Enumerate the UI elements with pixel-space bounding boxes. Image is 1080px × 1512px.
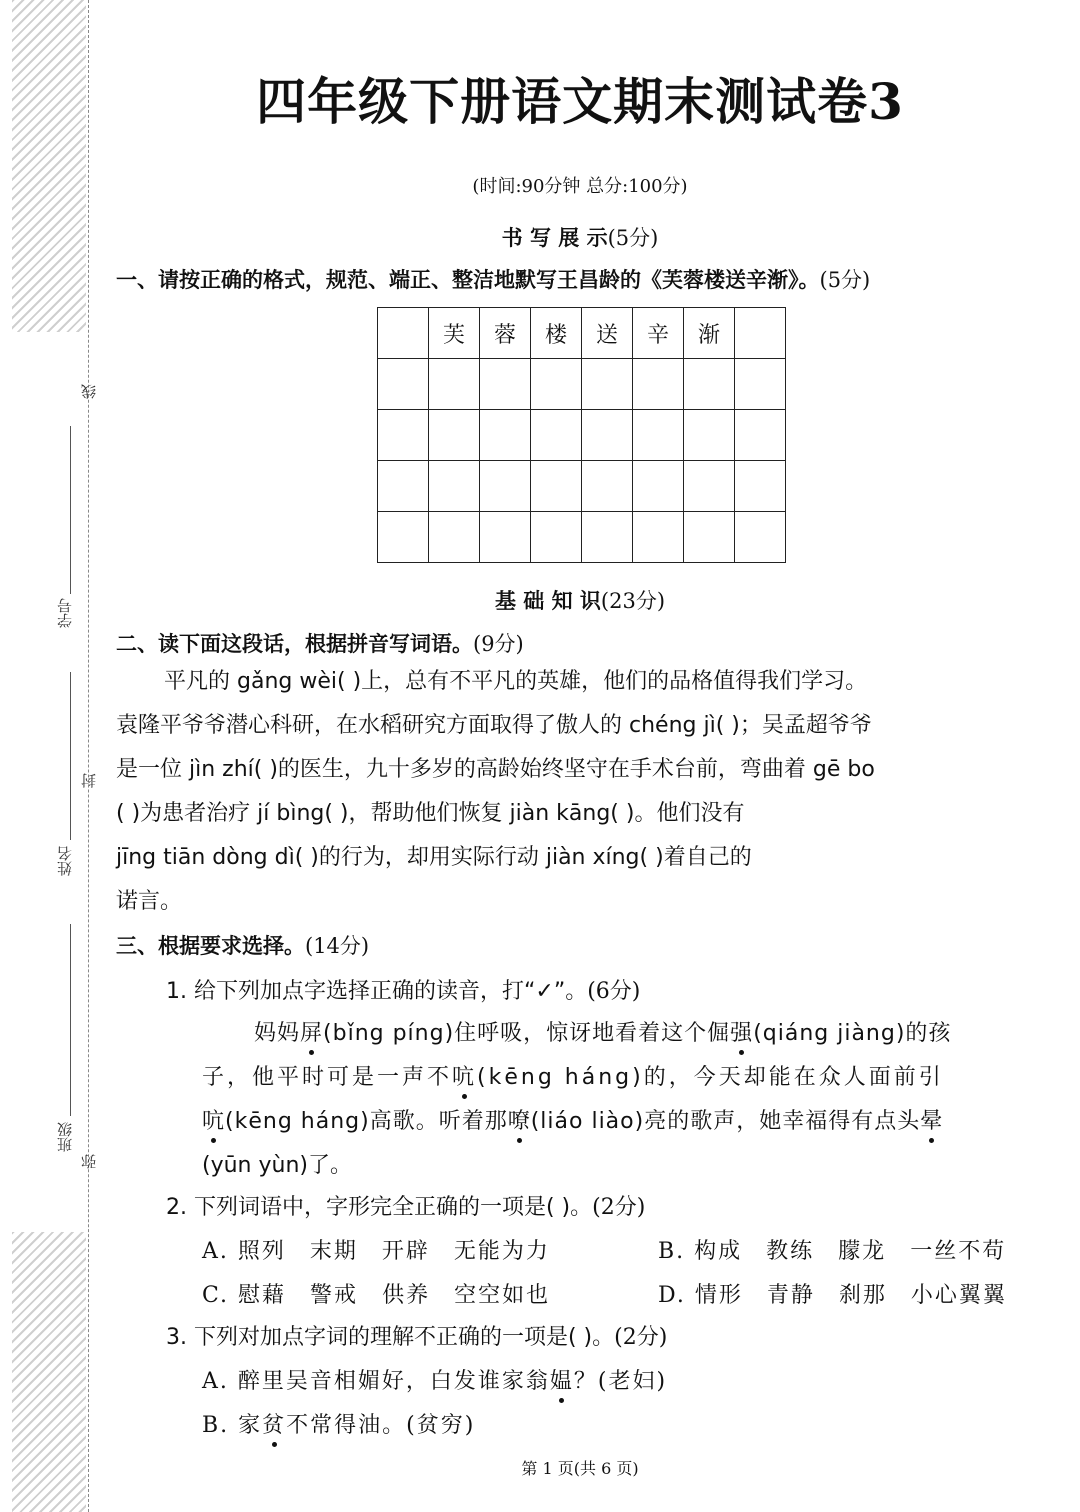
q3-sub1-prompt: 1. 给下列加点字选择正确的读音，打“✓”。(6分) bbox=[166, 979, 641, 1004]
answer-blank[interactable]: ( )，帮助他们恢复 bbox=[324, 801, 510, 826]
answer-blank[interactable]: ( )。他们没有 bbox=[610, 801, 745, 826]
dotted-char: 强 bbox=[730, 1021, 754, 1046]
side-label-name: 姓名 bbox=[56, 846, 74, 876]
dotted-char: 贫 bbox=[262, 1413, 287, 1438]
side-label-line: 线 bbox=[80, 384, 98, 399]
dotted-char: 屏 bbox=[300, 1021, 324, 1046]
q2-line-1: 平凡的 gǎng wèi( )上，总有不平凡的英雄，他们的品格值得我们学习。 bbox=[164, 669, 868, 694]
side-label-cut: 弥 bbox=[80, 1154, 98, 1169]
grid-cell[interactable] bbox=[633, 461, 684, 512]
answer-blank[interactable]: ( )的行为，却用实际行动 bbox=[294, 845, 546, 870]
student-no-underline bbox=[70, 426, 71, 594]
grid-cell[interactable] bbox=[582, 359, 633, 410]
exam-info: (时间:90分钟 总分:100分) bbox=[472, 176, 688, 197]
pinyin: gē bo bbox=[812, 757, 875, 782]
grid-cell[interactable] bbox=[684, 410, 735, 461]
grid-cell[interactable] bbox=[378, 461, 429, 512]
pinyin: chéng jì bbox=[629, 713, 716, 738]
binding-hatch-top bbox=[12, 0, 86, 332]
grid-cell[interactable] bbox=[378, 410, 429, 461]
answer-blank[interactable]: ( )为患者治疗 bbox=[116, 801, 258, 826]
question-3-prompt: 三、根据要求选择。(14分) bbox=[116, 934, 370, 958]
grid-cell: 送 bbox=[582, 308, 633, 359]
page-title: 四年级下册语文期末测试卷3 bbox=[256, 72, 904, 131]
pinyin: jìn zhí bbox=[189, 757, 254, 782]
grid-cell: 渐 bbox=[684, 308, 735, 359]
grid-cell[interactable] bbox=[429, 359, 480, 410]
grid-cell[interactable] bbox=[735, 512, 786, 563]
grid-cell[interactable] bbox=[429, 410, 480, 461]
grid-cell[interactable] bbox=[480, 512, 531, 563]
q3-sub2-option-c[interactable]: C. 慰藉 警戒 供养 空空如也 bbox=[202, 1283, 551, 1308]
answer-blank[interactable]: ( )上，总有不平凡的英雄，他们的品格值得我们学习。 bbox=[337, 669, 868, 694]
grid-row bbox=[378, 410, 786, 461]
grid-row bbox=[378, 461, 786, 512]
grid-row bbox=[378, 512, 786, 563]
q2-line-2: 袁隆平爷爷潜心科研，在水稻研究方面取得了傲人的 chéng jì( )；吴孟超爷爷 bbox=[116, 713, 872, 738]
side-label-seal: 封 bbox=[80, 773, 98, 788]
grid-cell[interactable] bbox=[480, 359, 531, 410]
class-underline bbox=[70, 924, 71, 1116]
grid-cell[interactable] bbox=[429, 461, 480, 512]
grid-cell[interactable] bbox=[582, 410, 633, 461]
answer-blank[interactable]: ( )着自己的 bbox=[639, 845, 752, 870]
grid-cell[interactable] bbox=[735, 359, 786, 410]
name-underline bbox=[70, 672, 71, 840]
grid-cell[interactable] bbox=[429, 512, 480, 563]
grid-row bbox=[378, 359, 786, 410]
dotted-char: 媪 bbox=[549, 1369, 574, 1394]
grid-cell[interactable] bbox=[684, 512, 735, 563]
dotted-char: 嘹 bbox=[507, 1109, 531, 1134]
q3-sub2-prompt: 2. 下列词语中，字形完全正确的一项是( )。(2分) bbox=[166, 1195, 646, 1220]
answer-blank[interactable]: ( )；吴孟超爷爷 bbox=[715, 713, 872, 738]
pinyin: jiàn kāng bbox=[509, 801, 611, 826]
side-label-student-no: 学号 bbox=[56, 598, 74, 628]
question-1-prompt: 一、请按正确的格式，规范、端正、整洁地默写王昌龄的《芙蓉楼送辛渐》。(5分) bbox=[116, 268, 871, 292]
grid-cell[interactable] bbox=[633, 359, 684, 410]
grid-cell: 楼 bbox=[531, 308, 582, 359]
grid-cell[interactable] bbox=[735, 461, 786, 512]
q2-line-5 bbox=[116, 840, 752, 871]
grid-cell[interactable] bbox=[633, 410, 684, 461]
q3-sub1-line-1: 妈妈屏(bǐng píng)住呼吸，惊讶地看着这个倔强(qiáng jiàng)的孩 bbox=[254, 1021, 952, 1046]
q3-sub2-option-d[interactable]: D. 情形 青静 刹那 小心翼翼 bbox=[658, 1283, 1007, 1308]
dotted-char: 晕 bbox=[920, 1109, 944, 1134]
grid-cell: 蓉 bbox=[480, 308, 531, 359]
q3-sub1-line-4[interactable]: (yūn yùn)了。 bbox=[202, 1153, 352, 1178]
question-2-prompt: 二、读下面这段话，根据拼音写词语。(9分) bbox=[116, 632, 524, 656]
side-label-class: 班级 bbox=[56, 1122, 74, 1152]
grid-cell[interactable] bbox=[684, 359, 735, 410]
grid-cell[interactable] bbox=[531, 461, 582, 512]
pinyin: jí bìng bbox=[257, 801, 325, 826]
grid-cell[interactable] bbox=[378, 308, 429, 359]
writing-grid[interactable] bbox=[377, 307, 786, 563]
grid-cell[interactable] bbox=[378, 359, 429, 410]
grid-cell: 辛 bbox=[633, 308, 684, 359]
q2-line-4 bbox=[116, 796, 744, 827]
q3-sub1-line-3: 吭(kēng háng)高歌。听着那嘹(liáo liào)亮的歌声，她幸福得有点头晕 bbox=[202, 1109, 944, 1134]
q3-sub2-option-a[interactable]: A. 照列 末期 开辟 无能为力 bbox=[202, 1239, 550, 1264]
grid-cell[interactable] bbox=[531, 359, 582, 410]
q3-sub3-option-b[interactable]: B. 家贫不常得油。(贫穷) bbox=[202, 1413, 476, 1438]
q3-sub3-option-a[interactable]: A. 醉里吴音相媚好，白发谁家翁媪？(老妇) bbox=[202, 1369, 668, 1394]
pinyin: jiàn xíng bbox=[545, 845, 640, 870]
section-basic-heading: 基 础 知 识(23分) bbox=[494, 589, 666, 613]
grid-cell[interactable] bbox=[582, 512, 633, 563]
grid-cell: 芙 bbox=[429, 308, 480, 359]
grid-cell[interactable] bbox=[582, 461, 633, 512]
q3-sub1-line-2: 子，他平时可是一声不吭(kēng háng)的，今天却能在众人面前引 bbox=[202, 1065, 944, 1090]
grid-cell[interactable] bbox=[633, 512, 684, 563]
dotted-char: 吭 bbox=[452, 1065, 478, 1090]
dotted-char: 吭 bbox=[202, 1109, 226, 1134]
q3-sub3-prompt: 3. 下列对加点字词的理解不正确的一项是( )。(2分) bbox=[166, 1325, 668, 1350]
q2-line-3: 是一位 jìn zhí( )的医生，九十多岁的高龄始终坚守在手术台前，弯曲着 gē bo bbox=[116, 757, 875, 782]
grid-cell[interactable] bbox=[480, 461, 531, 512]
grid-cell[interactable] bbox=[378, 512, 429, 563]
grid-cell[interactable] bbox=[735, 308, 786, 359]
q2-line-6: 诺言。 bbox=[116, 889, 183, 914]
pinyin: jīng tiān dòng dì bbox=[116, 845, 295, 870]
section-writing-heading: 书 写 展 示(5分) bbox=[501, 226, 659, 250]
grid-header-row bbox=[378, 308, 786, 359]
grid-cell[interactable] bbox=[531, 410, 582, 461]
grid-cell[interactable] bbox=[480, 410, 531, 461]
grid-cell[interactable] bbox=[531, 512, 582, 563]
grid-cell[interactable] bbox=[735, 410, 786, 461]
pinyin: gǎng wèi bbox=[237, 669, 337, 694]
answer-blank[interactable]: ( )的医生，九十多岁的高龄始终坚守在手术台前，弯曲着 bbox=[253, 757, 813, 782]
grid-cell[interactable] bbox=[684, 461, 735, 512]
q3-sub2-option-b[interactable]: B. 构成 教练 朦龙 一丝不苟 bbox=[658, 1239, 1007, 1264]
page-footer: 第 1 页(共 6 页) bbox=[521, 1459, 639, 1478]
